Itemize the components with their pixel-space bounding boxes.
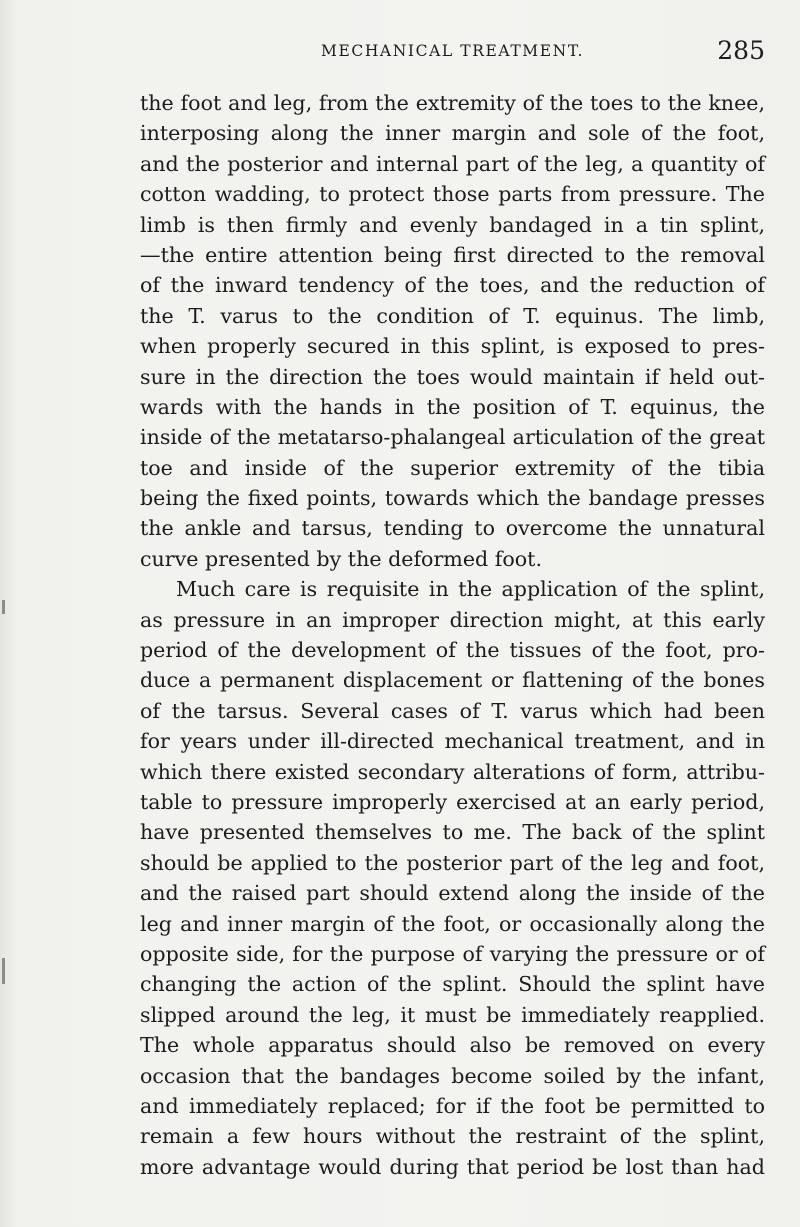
text-line: of the inward tendency of the toes, and the reduction of: [140, 273, 765, 298]
text-line: for years under ill-directed mechanical treatment, and in: [140, 729, 765, 754]
margin-mark: [2, 600, 5, 614]
text-line: and the raised part should extend along the inside of the: [140, 881, 765, 906]
text-line: The whole apparatus should also be removed on every: [140, 1033, 765, 1058]
running-title: MECHANICAL TREATMENT.: [320, 42, 585, 60]
text-line: and the posterior and internal part of the leg, a quantity of: [140, 151, 765, 176]
text-line: curve presented by the deformed foot.: [140, 546, 542, 571]
paragraph: [140, 88, 765, 574]
text-line: cotton wadding, to protect those parts from pressure. The: [140, 182, 765, 207]
text-line: duce a permanent displacement or flattening of the bones: [140, 668, 765, 693]
margin-mark: [2, 958, 5, 984]
body-text: [140, 88, 765, 1182]
text-line: limb is then firmly and evenly bandaged in a tin splint,: [140, 212, 765, 237]
text-line: when properly secured in this splint, is exposed to pres-: [140, 334, 765, 359]
text-line: have presented themselves to me. The back of the splint: [140, 820, 765, 845]
text-line: leg and inner margin of the foot, or occasionally along the: [140, 911, 765, 936]
text-line: wards with the hands in the position of T. equinus, the: [140, 394, 765, 419]
text-line: period of the development of the tissues of the foot, pro-: [140, 638, 765, 663]
text-line: the T. varus to the condition of T. equinus. The limb,: [140, 303, 765, 328]
text-line: changing the action of the splint. Should the splint have: [140, 972, 765, 997]
text-line: which there existed secondary alterations of form, attribu-: [140, 759, 765, 784]
text-line: the ankle and tarsus, tending to overcome the unnatural: [140, 516, 765, 541]
text-line: —the entire attention being first directed to the removal: [140, 242, 765, 267]
text-line: interposing along the inner margin and sole of the foot,: [140, 121, 765, 146]
text-line: occasion that the bandages become soiled by the infant,: [140, 1063, 765, 1088]
page-number: 285: [717, 36, 765, 65]
text-line: Much care is requisite in the application of the splint,: [176, 577, 765, 602]
text-line: of the tarsus. Several cases of T. varus which had been: [140, 698, 765, 723]
running-head: [140, 36, 765, 66]
text-line: should be applied to the posterior part of the leg and foot,: [140, 850, 765, 875]
text-line: inside of the metatarso-phalangeal articulation of the great: [140, 425, 765, 450]
text-line: as pressure in an improper direction might, at this early: [140, 607, 765, 632]
text-line: toe and inside of the superior extremity of the tibia: [140, 455, 765, 480]
text-line: and immediately replaced; for if the foot be permitted to: [140, 1093, 765, 1118]
text-line: opposite side, for the purpose of varying the pressure or of: [140, 941, 765, 966]
text-line: table to pressure improperly exercised at an early period,: [140, 789, 765, 814]
text-line: being the fixed points, towards which the bandage presses: [140, 486, 765, 511]
text-line: more advantage would during that period be lost than had: [140, 1154, 765, 1179]
text-line: slipped around the leg, it must be immediately reapplied.: [140, 1002, 765, 1027]
paragraph: [140, 574, 765, 1182]
text-line: sure in the direction the toes would maintain if held out-: [140, 364, 765, 389]
text-line: the foot and leg, from the extremity of the toes to the knee,: [140, 91, 765, 115]
text-line: remain a few hours without the restraint of the splint,: [140, 1124, 765, 1149]
